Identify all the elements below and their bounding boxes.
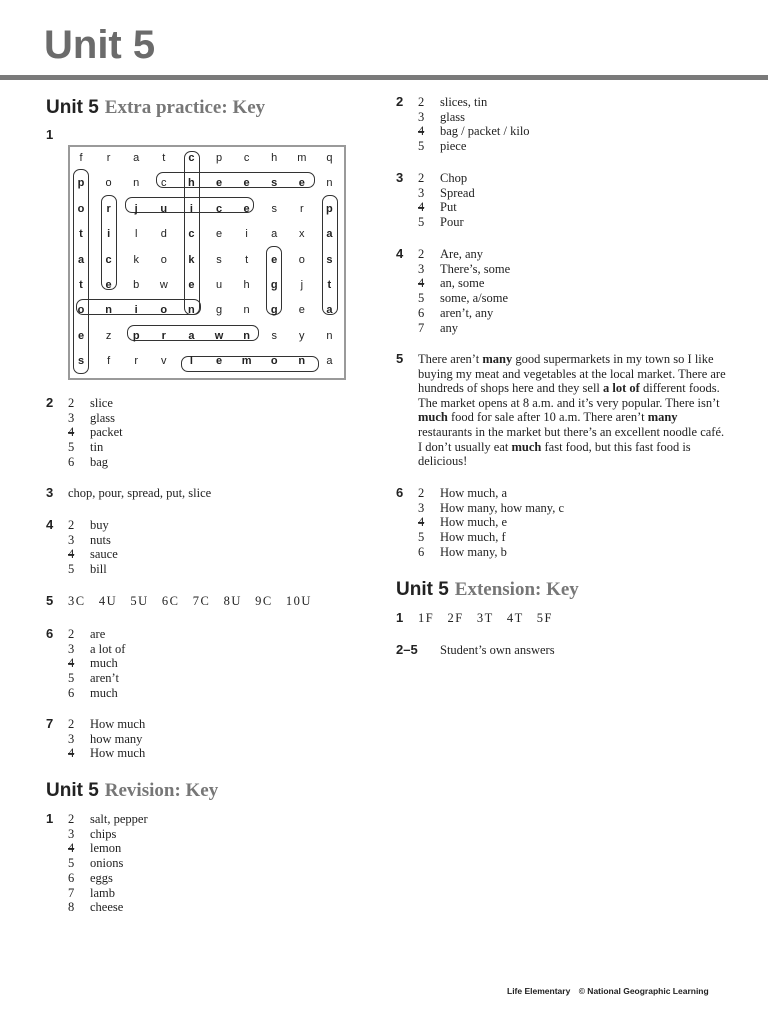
question-number: 3 bbox=[396, 170, 404, 185]
answer-row bbox=[68, 900, 148, 915]
grid-letter: h bbox=[188, 177, 195, 190]
answer-row bbox=[68, 841, 148, 856]
answer-row bbox=[68, 396, 123, 411]
answer-list bbox=[68, 812, 148, 915]
grid-letter: i bbox=[134, 304, 138, 317]
item-text: bag / packet / kilo bbox=[440, 124, 530, 139]
item-text: eggs bbox=[90, 870, 113, 885]
grid-letter: i bbox=[245, 228, 248, 241]
item-text: an, some bbox=[440, 276, 485, 291]
answer-row bbox=[418, 262, 510, 277]
ep-q3 bbox=[46, 486, 211, 501]
item-text: how many bbox=[90, 731, 143, 746]
grid-letter: g bbox=[215, 304, 223, 317]
question-number: 2–5 bbox=[396, 642, 418, 657]
grid-letter: u bbox=[215, 279, 223, 291]
bold-answer: a lot of bbox=[603, 381, 640, 396]
grid-letter: g bbox=[270, 279, 278, 291]
grid-letter: x bbox=[299, 228, 305, 241]
grid-letter: j bbox=[134, 202, 138, 215]
item-text: onions bbox=[90, 856, 124, 871]
r-q3 bbox=[396, 171, 475, 230]
grid-letter: o bbox=[160, 253, 167, 266]
grid-letter: s bbox=[271, 202, 277, 215]
grid-letter: h bbox=[243, 279, 250, 291]
answer-list bbox=[68, 627, 125, 701]
answer-row bbox=[418, 95, 530, 110]
grid-letter: b bbox=[133, 279, 140, 291]
grid-letter: p bbox=[215, 152, 223, 164]
item-number: 4 bbox=[68, 425, 75, 440]
grid-letter: a bbox=[326, 355, 333, 368]
question-number: 5 bbox=[396, 351, 404, 366]
item-text: tin bbox=[90, 440, 104, 455]
grid-letter: e bbox=[298, 304, 305, 317]
item-number: 2 bbox=[68, 396, 75, 410]
paragraph-text: fast food, but this fast food is delicious! bbox=[418, 439, 691, 469]
rev-q1 bbox=[46, 812, 148, 915]
answer-row bbox=[418, 321, 510, 336]
grid-letter: t bbox=[79, 228, 83, 241]
item-text: cheese bbox=[90, 900, 124, 915]
item-number: 5 bbox=[68, 440, 75, 455]
grid-letter: w bbox=[159, 279, 168, 291]
grid-letter: e bbox=[243, 202, 250, 215]
grid-letter: n bbox=[105, 304, 112, 317]
answer-row bbox=[418, 215, 475, 230]
wordsearch-grid bbox=[68, 145, 346, 380]
grid-letter: m bbox=[297, 152, 307, 164]
grid-letter: o bbox=[270, 355, 278, 368]
footer-publisher: © National Geographic Learning bbox=[578, 986, 709, 996]
item-number: 3 bbox=[418, 500, 425, 515]
answer-row bbox=[68, 425, 123, 440]
item-number: 2 bbox=[418, 247, 425, 261]
answer-row bbox=[68, 717, 145, 732]
item-number: 4 bbox=[68, 746, 75, 761]
item-number: 5 bbox=[418, 139, 425, 154]
answer-row bbox=[68, 411, 123, 426]
grid-letter: f bbox=[107, 355, 111, 368]
heading-unit: Unit 5 bbox=[396, 579, 449, 600]
r-q6 bbox=[396, 486, 564, 560]
answer-list bbox=[68, 717, 145, 761]
grid-letter: i bbox=[189, 202, 193, 215]
grid-letter: p bbox=[326, 202, 333, 215]
grid-letter: k bbox=[133, 253, 139, 266]
item-number: 2 bbox=[68, 518, 75, 532]
grid-letter: h bbox=[271, 152, 278, 164]
item-number: 4 bbox=[418, 124, 425, 139]
item-text: How many, how many, c bbox=[440, 500, 565, 515]
grid-letter: k bbox=[188, 253, 195, 266]
item-text: How much, e bbox=[440, 515, 507, 530]
item-number: 2 bbox=[68, 717, 75, 731]
answer-row bbox=[68, 671, 125, 686]
answer-row bbox=[418, 276, 510, 291]
item-number: 5 bbox=[68, 562, 75, 577]
answer-row bbox=[418, 200, 475, 215]
grid-letter: c bbox=[215, 202, 223, 215]
item-number: 5 bbox=[68, 856, 75, 871]
item-number: 5 bbox=[418, 530, 425, 545]
grid-letter: e bbox=[215, 228, 223, 241]
answer-list bbox=[418, 171, 475, 230]
answer-row bbox=[68, 886, 148, 901]
item-number: 3 bbox=[418, 261, 425, 276]
ext-q1 bbox=[396, 611, 553, 626]
grid-letter: c bbox=[161, 177, 167, 190]
item-number: 6 bbox=[68, 685, 75, 700]
grid-letter: n bbox=[326, 329, 333, 342]
item-number: 7 bbox=[68, 885, 75, 900]
item-text: nuts bbox=[90, 532, 111, 547]
r-q5 bbox=[396, 352, 726, 469]
grid-letter: c bbox=[188, 228, 195, 241]
grid-letter: a bbox=[188, 329, 195, 342]
item-number: 7 bbox=[418, 320, 425, 335]
answer-row bbox=[68, 518, 118, 533]
grid-letter: l bbox=[134, 228, 138, 241]
footer-book: Life Elementary bbox=[507, 986, 571, 996]
grid-letter: n bbox=[326, 177, 333, 190]
extra-practice-heading bbox=[46, 94, 265, 120]
question-number: 2 bbox=[46, 395, 54, 410]
answer-row bbox=[68, 732, 145, 747]
grid-letter: n bbox=[298, 355, 306, 368]
answer-row bbox=[418, 515, 564, 530]
item-text: glass bbox=[440, 109, 465, 124]
grid-letter: c bbox=[243, 152, 250, 164]
answer-list bbox=[418, 486, 564, 560]
grid-letter: t bbox=[245, 253, 249, 266]
paragraph-text: restaurants in the market but there’s an excellent noodle café. I don’t usually eat bbox=[418, 424, 725, 454]
ext-q2-5 bbox=[396, 643, 555, 658]
answer-row bbox=[68, 871, 148, 886]
heading-label: Extension: Key bbox=[454, 579, 579, 600]
item-number: 4 bbox=[68, 547, 75, 562]
item-text: piece bbox=[440, 139, 467, 154]
item-text: bag bbox=[90, 454, 109, 469]
item-text: Pour bbox=[440, 215, 464, 230]
ep-q2 bbox=[46, 396, 123, 470]
item-number: 2 bbox=[418, 171, 425, 185]
grid-letter: e bbox=[271, 253, 278, 266]
grid-letter: v bbox=[161, 355, 167, 368]
grid-letter: e bbox=[243, 177, 250, 190]
answer-row bbox=[68, 656, 125, 671]
item-number: 3 bbox=[68, 641, 75, 656]
grid-letter: r bbox=[134, 355, 139, 368]
answer-text: chop, pour, spread, put, slice bbox=[68, 486, 212, 500]
item-text: How much bbox=[90, 717, 146, 731]
grid-letter: r bbox=[299, 202, 304, 215]
item-text: Put bbox=[440, 200, 457, 215]
item-text: slices, tin bbox=[440, 95, 488, 109]
heading-unit: Unit 5 bbox=[46, 780, 99, 801]
grid-letter: c bbox=[188, 152, 195, 164]
page-footer bbox=[507, 986, 709, 996]
item-number: 4 bbox=[68, 841, 75, 856]
grid-letter: d bbox=[160, 228, 167, 241]
item-text: chips bbox=[90, 826, 117, 841]
grid-letter: z bbox=[105, 329, 112, 342]
answer-row bbox=[68, 686, 125, 701]
ep-q7 bbox=[46, 717, 145, 761]
grid-letter: c bbox=[105, 253, 112, 266]
answer-row bbox=[68, 533, 118, 548]
grid-letter: t bbox=[327, 279, 332, 291]
item-text: aren’t, any bbox=[440, 305, 494, 320]
r-q2 bbox=[396, 95, 530, 154]
answer-paragraph bbox=[418, 352, 726, 469]
item-text: Chop bbox=[440, 171, 468, 185]
item-number: 5 bbox=[68, 671, 75, 686]
answer-text: Student’s own answers bbox=[440, 643, 555, 657]
answer-list bbox=[68, 518, 118, 577]
grid-letter: e bbox=[77, 329, 85, 342]
item-text: any bbox=[440, 320, 459, 335]
grid-letter: n bbox=[243, 304, 250, 317]
item-text: packet bbox=[90, 425, 123, 440]
answer-list bbox=[418, 247, 510, 335]
grid-letter: e bbox=[215, 355, 223, 368]
item-text: buy bbox=[90, 518, 109, 532]
grid-letter: r bbox=[161, 329, 166, 342]
answer-row bbox=[418, 247, 510, 262]
item-text: aren’t bbox=[90, 671, 119, 686]
item-number: 2 bbox=[68, 627, 75, 641]
r-q4 bbox=[396, 247, 510, 335]
grid-letter: r bbox=[106, 202, 111, 215]
item-text: How much bbox=[90, 746, 146, 761]
paragraph-text: There aren’t bbox=[418, 352, 483, 366]
answer-list bbox=[418, 95, 530, 154]
grid-letter: o bbox=[77, 202, 85, 215]
item-text: much bbox=[90, 685, 118, 700]
item-text: lemon bbox=[90, 841, 122, 856]
grid-letter: e bbox=[105, 279, 112, 291]
item-number: 2 bbox=[418, 486, 425, 500]
grid-letter: s bbox=[271, 329, 277, 342]
question-number: 1 bbox=[396, 610, 404, 625]
item-text: There’s, some bbox=[440, 261, 511, 276]
page-title: Unit 5 bbox=[44, 23, 156, 67]
answer-row bbox=[418, 186, 475, 201]
bold-answer: much bbox=[418, 410, 448, 425]
item-text: salt, pepper bbox=[90, 812, 148, 826]
answer-text: 1F 2F 3T 4T 5F bbox=[418, 611, 553, 625]
answer-row bbox=[68, 746, 145, 761]
grid-letter: a bbox=[77, 253, 85, 266]
grid-letter: e bbox=[215, 177, 223, 190]
answer-row bbox=[418, 110, 530, 125]
answer-row bbox=[418, 124, 530, 139]
question-number: 1 bbox=[46, 127, 54, 142]
grid-letter: a bbox=[326, 304, 333, 317]
item-number: 3 bbox=[68, 532, 75, 547]
answer-row bbox=[68, 547, 118, 562]
answer-row bbox=[418, 486, 564, 501]
answer-text: 3C 4U 5U 6C 7C 8U 9C 10U bbox=[68, 594, 312, 608]
grid-letter: n bbox=[133, 177, 140, 190]
item-text: How much, f bbox=[440, 530, 506, 545]
item-number: 3 bbox=[68, 410, 75, 425]
item-number: 3 bbox=[68, 731, 75, 746]
grid-letter: a bbox=[133, 152, 140, 164]
grid-letter: o bbox=[160, 304, 168, 317]
question-number: 4 bbox=[396, 246, 404, 261]
question-number: 5 bbox=[46, 593, 54, 608]
grid-letter: r bbox=[106, 152, 111, 164]
paragraph-text: different foods. The market opens at 8 a.m. and it’s very popular. There isn’t bbox=[418, 381, 720, 410]
item-text: glass bbox=[90, 410, 115, 425]
header-rule bbox=[0, 75, 768, 80]
item-text: much bbox=[90, 656, 118, 671]
grid-letter: o bbox=[105, 177, 112, 190]
grid-letter: n bbox=[188, 304, 195, 317]
grid-letter: f bbox=[79, 152, 83, 164]
answer-row bbox=[68, 642, 125, 657]
heading-label: Revision: Key bbox=[104, 780, 219, 801]
item-number: 3 bbox=[418, 109, 425, 124]
item-number: 4 bbox=[418, 276, 425, 291]
item-number: 4 bbox=[418, 200, 425, 215]
answer-list bbox=[68, 396, 123, 470]
question-number: 1 bbox=[46, 811, 54, 826]
grid-letter: p bbox=[132, 329, 140, 342]
item-text: Are, any bbox=[440, 247, 484, 261]
answer-row bbox=[68, 455, 123, 470]
answer-row bbox=[68, 812, 148, 827]
answer-row bbox=[68, 827, 148, 842]
item-number: 6 bbox=[418, 305, 425, 320]
question-number: 4 bbox=[46, 517, 54, 532]
answer-row bbox=[68, 627, 125, 642]
bold-answer: many bbox=[482, 352, 513, 366]
question-number: 6 bbox=[46, 626, 54, 641]
item-text: are bbox=[90, 627, 106, 641]
item-text: Spread bbox=[440, 185, 475, 200]
item-text: How much, a bbox=[440, 486, 507, 500]
item-number: 2 bbox=[68, 812, 75, 826]
answer-row bbox=[68, 562, 118, 577]
grid-letter: o bbox=[77, 304, 85, 317]
extension-heading bbox=[396, 576, 579, 602]
answer-row bbox=[418, 530, 564, 545]
grid-letter: s bbox=[271, 177, 278, 190]
question-number: 6 bbox=[396, 485, 404, 500]
item-text: How many, b bbox=[440, 544, 507, 559]
item-number: 5 bbox=[418, 215, 425, 230]
question-number: 7 bbox=[46, 716, 54, 731]
answer-row bbox=[418, 306, 510, 321]
grid-letter: s bbox=[326, 253, 333, 266]
bold-answer: much bbox=[511, 439, 542, 454]
grid-letter: o bbox=[298, 253, 305, 266]
heading-label: Extra practice: Key bbox=[104, 97, 266, 118]
bold-answer: many bbox=[647, 410, 678, 425]
grid-letter: w bbox=[214, 329, 224, 342]
item-number: 5 bbox=[418, 291, 425, 306]
item-text: some, a/some bbox=[440, 291, 509, 306]
answer-row bbox=[418, 139, 530, 154]
grid-letter: p bbox=[77, 177, 85, 190]
revision-heading bbox=[46, 777, 218, 803]
grid-letter: u bbox=[160, 202, 168, 215]
ep-q5 bbox=[46, 594, 312, 609]
item-number: 8 bbox=[68, 900, 75, 915]
item-number: 3 bbox=[68, 826, 75, 841]
item-number: 4 bbox=[418, 515, 425, 530]
answer-row bbox=[418, 291, 510, 306]
grid-letter: t bbox=[162, 152, 166, 164]
answer-row bbox=[68, 440, 123, 455]
grid-letter: s bbox=[216, 253, 222, 266]
item-number: 6 bbox=[68, 870, 75, 885]
ep-q4 bbox=[46, 518, 118, 577]
item-text: slice bbox=[90, 396, 113, 410]
question-number: 3 bbox=[46, 485, 54, 500]
item-number: 3 bbox=[418, 185, 425, 200]
paragraph-text: food for sale after 10 a.m. There aren’t bbox=[447, 410, 648, 425]
grid-letter: a bbox=[271, 228, 278, 241]
grid-letter: l bbox=[189, 355, 193, 368]
item-text: sauce bbox=[90, 547, 118, 562]
grid-letter: e bbox=[188, 279, 195, 291]
item-text: lamb bbox=[90, 885, 115, 900]
answer-row bbox=[418, 501, 564, 516]
item-text: a lot of bbox=[90, 641, 126, 656]
grid-letter: m bbox=[241, 355, 252, 368]
answer-row bbox=[418, 545, 564, 560]
grid-letter: t bbox=[79, 279, 83, 291]
grid-letter: j bbox=[300, 279, 304, 291]
grid-letter: s bbox=[77, 355, 85, 368]
grid-letter: i bbox=[107, 228, 111, 241]
grid-letter: n bbox=[243, 329, 250, 342]
grid-letter: y bbox=[299, 329, 305, 342]
heading-unit: Unit 5 bbox=[46, 97, 99, 118]
grid-letter: q bbox=[326, 152, 333, 164]
grid-letter: g bbox=[270, 304, 278, 317]
item-number: 6 bbox=[418, 544, 425, 559]
question-number: 2 bbox=[396, 94, 404, 109]
grid-letter: e bbox=[298, 177, 305, 190]
item-number: 2 bbox=[418, 95, 425, 109]
item-number: 6 bbox=[68, 454, 75, 469]
grid-letter: a bbox=[326, 228, 333, 241]
ep-q6 bbox=[46, 627, 125, 701]
answer-row bbox=[418, 171, 475, 186]
item-text: bill bbox=[90, 562, 107, 577]
item-number: 4 bbox=[68, 656, 75, 671]
paragraph-text: good supermarkets in my town so I like buying my meat and vegetables at the local market. There are hundreds of shops here and they sell bbox=[418, 352, 726, 396]
answer-row bbox=[68, 856, 148, 871]
